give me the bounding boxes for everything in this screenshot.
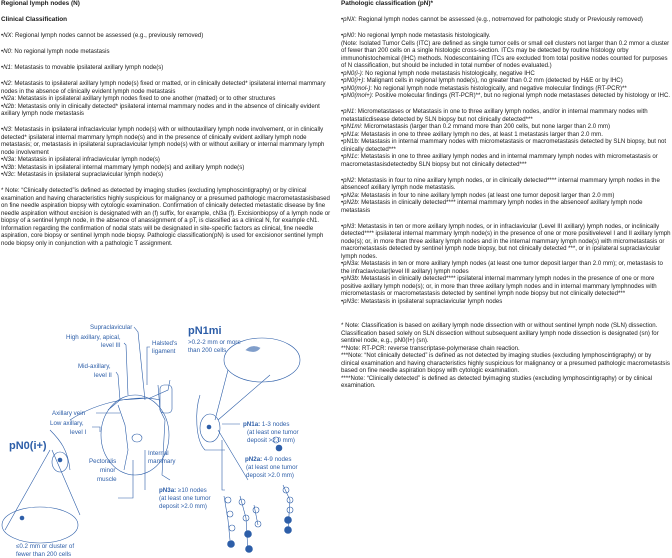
leader-level2 [116, 372, 120, 400]
pn3a-desc: ≥10 nodes [176, 487, 207, 494]
item-code: pN0(mol-) [343, 84, 371, 92]
pectoralis-line [118, 405, 128, 470]
item-text: : Metastasis in four to nine axillary lymph nodes (at least one tumor deposit larger than 2.0 mm) [357, 191, 615, 199]
list-item: •pN1a: Metastasis in one to three axillary lymph no des, at least 1 metastasis larger than 2.0 mm. [341, 130, 603, 138]
list-item: •N3: Metastasis in ipsilateral infraclavicular lymph node(s) with or withoutaxillary lymph node involvement, or in clinically detected* ipsilateral internal mammary lymph node(s) and in the presence of clinically evident axillary lymph node metastasis; or, metastasis in ipsilateral supraclavicular lymph node(s) with or without axillary or internal mammary lymph node involvement [1, 126, 325, 156]
label-supraclavicular: Supraclavicular [90, 324, 133, 331]
item-code: N1 [3, 64, 11, 71]
leader-level1 [92, 427, 100, 432]
item-code: pN1 [343, 108, 355, 115]
list-item: •NX: Regional lymph nodes cannot be assessed (e.g., previously removed) [1, 32, 204, 39]
pn1a-label [243, 421, 289, 428]
item-text: : Metastasis in ipsilateral infraclavicular lymph node(s) with or withoutaxillary lymph node involvement, or in clinically detected* ipsilateral internal mammary lymph node(s) and in the presence of clinically evident axillary lymph node metastasis; or, metastasis in ipsilateral supraclavicular lymph node(s) with or without axillary or internal mammary lymph node involvement [1, 126, 325, 156]
leader-level3 [124, 343, 128, 395]
label-level2: level II [94, 372, 112, 379]
item-text: : Malignant cells in regional lymph node(s), no greater than 0.2 mm (detected by H&E or by IHC) [363, 77, 623, 84]
item-code: N0 [3, 48, 11, 55]
list-item: •pN1b: Metastasis in internal mammary nodes with micrometastasis or macrometastasis detected by SLN biopsy, but not clinically detected*** [341, 138, 667, 153]
item-text: pN1b: Metastasis in internal mammary nodes with micrometastasis or macrometastasis detected by SLN biopsy, but not clinically detected*** [341, 138, 667, 153]
item-code: pN1c [343, 153, 358, 160]
label-muscle: muscle [97, 476, 117, 483]
pn0-desc-1: ≤0.2 mm or cluster of [16, 543, 75, 550]
label-internal: Internal [148, 450, 169, 457]
item-code: pN0(i-) [343, 69, 362, 77]
list-item: •N3b: Metastasis in ipsilateral internal mammary lymph node(s) and axillary lymph node(s) [1, 163, 245, 171]
item-text: : Metastasis to ipsilateral axillary lymph node(s) fixed or matted, or in clinically detected* ipsilateral internal mammary nodes in the absence of clinically evident lymph node metastasis [1, 80, 326, 95]
item-text: : Metastasis in four to nine axillary lymph nodes, or in clinically detected**** internal mammary lymph nodes in the absenceof axillary lymph node metastasis. [341, 176, 660, 191]
label-mammary: mammary [148, 458, 176, 465]
item-text: : Micrometastasis (larger than 0.2 mmand more than 200 cells, but none larger than 2.0 mm) [360, 123, 611, 130]
item-code: NX [3, 32, 12, 39]
pn0-title: pN0(i+) [9, 440, 47, 452]
pn1a-desc-3: deposit >2.0 mm) [247, 437, 295, 444]
section-title: Pathologic classification (pN)* [341, 0, 433, 7]
label-high-axillary: High axillary, apical, [66, 334, 121, 341]
label-ligament: ligament [152, 348, 176, 355]
item-code: pN3b [343, 275, 358, 282]
pn3a-label [159, 487, 207, 494]
label-level3: level III [101, 342, 121, 349]
itc-note: (Note: Isolated Tumor Cells (ITC) are defined as single tumor cells or small cell clusters not larger than 0.2 mmor a cluster of fewer than 200 cells on a single histologic cross-section. ITCs may be detected by routine histology orby immunohistochemical (IHC) methods. Nodescontaining ITCs are excluded from total positive nodes counted for purposes of N classification, but should be included in total number of nodes evaluated.) [341, 39, 670, 69]
item-text: : Metastasis in ipsilateral infraclavicular lymph node(s) [14, 156, 160, 163]
item-text: : No regional lymph node metastasis histologically. [354, 32, 491, 39]
item-text: : Metastasis in ipsilateral supraclavicular lymph nodes [357, 297, 503, 305]
pathologic-column [341, 0, 671, 390]
list-item: •pN0(mol-): No regional lymph node metastasis histologically, and negative molecular findings (RT-PCR)** [341, 84, 627, 92]
leader-pectoralis [118, 460, 133, 498]
pn3a-desc-3: deposit >2.0 mm) [159, 503, 207, 510]
label-halsted: Halsted's [152, 340, 178, 347]
label-minor: minor [100, 467, 116, 474]
item-text: : Metastasis in ipsilateral axillary lymph nodes fixed to one another (matted) or to other structures [14, 95, 276, 102]
nipple [132, 434, 142, 442]
list-item: •pN0(i-): No regional lymph node metastasis histologically, negative IHC [341, 69, 535, 77]
item-code: pN1a [343, 130, 358, 138]
item-text: : Metastasis only in clinically detected* ipsilateral internal mammary nodes and in the absence of clinically evident axillary lymph node metastasis [1, 102, 320, 117]
footnote: ***Note: “Not clinically detected” is defined as not detected by imaging studies (excluding lymphoscintigraphy) or by clinical examination and having characteristics highly suspicious for malignancy or a presumed pathologic macrometastsis based on fine needle aspiration biopsy with cytologic examination. [341, 352, 670, 374]
item-code: N2a [3, 95, 15, 102]
item-code: pN1mi [343, 123, 361, 130]
list-item: •pN1c: Metastasis in one to three axillary lymph nodes and in internal mammary lymph nodes with micrometastasis or macrometastasisdetectedby SLN biopsy but not clinically detected*** [341, 153, 658, 168]
item-code: N2 [3, 80, 11, 87]
item-text: : Regional lymph nodes cannot be assessed (e.g., previously removed) [11, 32, 204, 39]
list-item: •pN3: Metastasis in ten or more axillary lymph nodes, or in infraclavicular (Level III axillary) lymph nodes, or inclinically detected**** ipsilateral internal mammary lymph node(s) in the presence of one or more positivelevel I and II axillary lymph node(s); or, in more than three axillary lymph nodes and in the internal mammary lymph node(s) with micrometastasis or macrometastasis detected by sentinel lymph node biopsy, but not clinically detected ***, or in ipsilateral supraclavicular lymph nodes. [341, 222, 671, 260]
item-code: pN2b [343, 199, 358, 206]
list-item: •N1: Metastasis to movable ipsilateral axillary lymph node(s) [1, 64, 164, 71]
list-item: •pN3a: Metastasis in ten or more axillary lymph nodes (at least one tumor deposit larger than 2.0 mm); or, metastasis to the infraclavicular(level III axillary) lymph nodes [341, 260, 663, 275]
clavicle [160, 385, 172, 413]
item-code: pN0(mol+) [343, 92, 372, 99]
item-text: : Metastasis to movable ipsilateral axillary lymph node(s) [10, 64, 164, 71]
footnote: * Note: “Clinically detected”is defined as detected by imaging studies (excluding lymphoscintigraphy) or by clinical examination and having characteristics highly suspicious for malignancy or a presumed pathologic macrometastasisbased on fine needle aspiration biopsy with cytologic examination. Confirmation of clinically detected metastatic disease by fine needle aspiration without excision is designated with an (f) suffix, for example, cN3a (f). Excisionbiopsy of a lymph node or biopsy of a sentinel lymph node, in the absence of anassignment of a pT, is classified as a clinical N, for example cN1. Information regarding the confirmation of nodal stats will be designated in site-specific factors as clinical, fine needle aspiration, core biopsy or sentinel lymph node biopsy. Pathologic classification(pN) is used for excisionor sentinel lymph node biopsy only in conjunction with a pathologic T assignment. [1, 187, 331, 247]
item-code: pN2 [343, 176, 355, 184]
item-text: : Metastasis in ipsilateral supraclavicular lymph node(s) [13, 171, 164, 178]
item-code: pN2a [343, 191, 358, 199]
footnote: **Note: RT-PCR: reverse transcriptase-polymerase chain reaction. [341, 344, 520, 352]
item-text: : Metastasis in one to three axillary lymph no des, at least 1 metastasis larger than 2.0 mm. [357, 130, 603, 138]
item-text: : No regional lymph node metastasis histologically, and negative molecular findings (RT-PCR)** [370, 84, 627, 92]
item-code: pNX [343, 16, 355, 23]
leader-supraclavicular [134, 327, 145, 400]
label-axillary-vein: Axillary vein [52, 410, 86, 417]
leader-halsted [147, 347, 150, 385]
pn2a-code: pN2a: [245, 456, 263, 463]
list-item: •pN2: Metastasis in four to nine axillary lymph nodes, or in clinically detected**** internal mammary lymph nodes in the absenceof axillary lymph node metastasis. [341, 176, 660, 191]
pn2a-label [245, 456, 291, 463]
left-torso [50, 430, 70, 470]
label-mid-axillary: Mid-axillary, [78, 363, 111, 370]
pn3a-desc-2: (at least one tumor [159, 495, 211, 502]
section-title: Regional lymph nodes (N) [1, 0, 80, 7]
list-item: •pN2b: Metastasis in clinically detected**** internal mammary lymph nodes in the absenceof axillary lymph node metastasis [341, 199, 643, 214]
item-code: pN3c [343, 297, 358, 305]
item-text: : Micrometastases or Metastasis in one to three axillary lymph nodes, and/or in internal mammary nodes with metastaticdisease detected by SLN biopsy but not clinically detected*** [341, 108, 648, 123]
item-code: pN0 [343, 32, 355, 39]
item-text: : Metastasis in ten or more axillary lymph nodes, or in infraclavicular (Level III axillary) lymph nodes, or inclinically detected**** ipsilateral internal mammary lymph node(s) in the presence of one or more positivelevel I and II axillary lymph node(s); or, in more than three axillary lymph nodes and in the internal mammary lymph node(s) with micrometastasis or macrometastasis detected by sentinel lymph node biopsy, but not clinically detected ***, or in ipsilateral supraclavicular lymph nodes. [341, 222, 671, 260]
pn0-desc-2: fewer than 200 cells [16, 551, 72, 558]
item-code: pN3a [343, 260, 358, 267]
item-text: : No regional lymph node metastasis [10, 48, 110, 55]
item-text: : Metastasis in clinically detected**** ipsilateral internal mammary lymph nodes in the presence of one or more positive axillary lymph node(s); or, in more than three axillary lymph nodes and in internal mammary lymphnodes with micrometastasis or macrometastasis detected by sentinel lymph node biopsy but not clinically detected*** [341, 275, 657, 297]
list-item: •pN3b: Metastasis in clinically detected**** ipsilateral internal mammary lymph nodes in the presence of one or more positive axillary lymph node(s); or, in more than three axillary lymph nodes and in internal mammary lymphnodes with micrometastasis or macrometastasis detected by sentinel lymph node biopsy but not clinically detected*** [341, 275, 657, 297]
list-item: •pN2a: Metastasis in four to nine axillary lymph nodes (at least one tumor deposit larger than 2.0 mm) [341, 191, 615, 199]
item-code: pN0(i+) [343, 77, 364, 84]
item-code: N3 [3, 126, 11, 133]
list-item: •N3a: Metastasis in ipsilateral infraclavicular lymph node(s) [1, 156, 160, 163]
leader-pn2a [218, 430, 248, 480]
list-item: •N2: Metastasis to ipsilateral axillary lymph node(s) fixed or matted, or in clinically detected* ipsilateral internal mammary nodes in the absence of clinically evident lymph node metastasis [1, 80, 326, 95]
list-item: •N2a: Metastasis in ipsilateral axillary lymph nodes fixed to one another (matted) or to other structures [1, 95, 276, 102]
footnote: * Note: Classification is based on axillary lymph node dissection with or without sentinel lymph node (SLN) dissection. Classification based solely on SLN dissection without subsequent axillary lymph node dissection is designated (sn) for sentinel node, e.g., pN0(I+) (sn). [341, 322, 659, 344]
list-item: •pN3c: Metastasis in ipsilateral supraclavicular lymph nodes [341, 297, 503, 305]
list-item: •pN1: Micrometastases or Metastasis in one to three axillary lymph nodes, and/or in internal mammary nodes with metastaticdisease detected by SLN biopsy but not clinically detected*** [341, 108, 648, 123]
list-item: •N0: No regional lymph node metastasis [1, 48, 110, 55]
item-text: : Metastasis in ten or more axillary lymph nodes (at least one tumor deposit larger than 2.0 mm); or, metastasis to the infraclavicular(level III axillary) lymph nodes [341, 260, 663, 275]
item-code: N2b [3, 102, 15, 110]
leader-pn3a [222, 440, 225, 490]
pn1mi-desc-1: >0.2-2 mm or more [188, 339, 241, 346]
list-item: •N3c: Metastasis in ipsilateral supraclavicular lymph node(s) [1, 171, 164, 178]
list-item: •pN0: No regional lymph node metastasis histologically. [341, 32, 491, 39]
pn1mi-desc-2: than 200 cells [188, 347, 227, 354]
label-low-axillary: Low axillary, [50, 420, 84, 427]
list-item: •pN0(mol+): Positive molecular findings (RT-PCR)**, but no regional lymph node metastases detected by histology or IHC. [341, 92, 671, 99]
lymph-node-diagram [0, 300, 336, 558]
pn2a-desc-3: deposit >2.0 mm) [246, 472, 294, 479]
item-text: : No regional lymph node metastasis histologically, negative IHC [361, 69, 535, 77]
node-chain-pn2a [283, 485, 293, 534]
label-level1: level I [70, 429, 87, 436]
footnote: ****Note: “Clinically detected” is defined as detected byimaging studies (excluding lymphoscintigraphy) or by clinical examination. [341, 374, 652, 389]
pn1a-desc-2: (at least one tumor [247, 429, 299, 436]
item-text: : Metastasis in ipsilateral internal mammary lymph node(s) and axillary lymph node(s) [14, 163, 245, 171]
list-item: •pN1mi: Micrometastasis (larger than 0.2 mmand more than 200 cells, but none larger than 2.0 mm) [341, 123, 611, 130]
pn1a-code: pN1a: [243, 421, 261, 428]
pn1a-desc: 1-3 nodes [260, 421, 290, 428]
pn2a-desc-2: (at least one tumor [246, 464, 298, 471]
node-chain-pn3a [224, 496, 261, 553]
item-text: : Positive molecular findings (RT-PCR)**, but no regional lymph node metastases detected by histology or IHC. [371, 92, 671, 99]
item-text: : Metastasis in clinically detected**** internal mammary lymph nodes in the absenceof axillary lymph node metastasis [341, 199, 643, 214]
item-text: : Metastasis in one to three axillary lymph nodes and in internal mammary lymph nodes with micrometastasis or macrometastasisdetectedby SLN biopsy but not clinically detected*** [341, 153, 658, 168]
item-text: : Regional lymph nodes cannot be assessed (e.g., notremoved for pathologic study or Previously removed) [355, 16, 643, 23]
label-pectoralis: Pectoralis [89, 458, 117, 465]
pn1mi-title: pN1mi [188, 325, 222, 337]
pn3a-code: pN3a: [159, 487, 177, 494]
zoom-lines-pn1mi [215, 370, 270, 420]
item-code: N3a [3, 156, 15, 163]
item-code: N3b [3, 163, 15, 171]
list-item: •N2b: Metastasis only in clinically detected* ipsilateral internal mammary nodes and in the absence of clinically evident axillary lymph node metastasis [1, 102, 320, 117]
pn2a-desc: 4-9 nodes [262, 456, 292, 463]
item-code: N3c [3, 171, 14, 178]
section-subtitle: Clinical Classification [1, 16, 68, 23]
clinical-column [1, 0, 331, 247]
pn0-node [2, 507, 78, 543]
list-item: •pNX: Regional lymph nodes cannot be assessed (e.g., notremoved for pathologic study or Previously removed) [341, 16, 643, 23]
list-item: •pN0(i+): Malignant cells in regional lymph node(s), no greater than 0.2 mm (detected by H&E or by IHC) [341, 77, 623, 84]
item-code: pN3 [343, 222, 355, 230]
